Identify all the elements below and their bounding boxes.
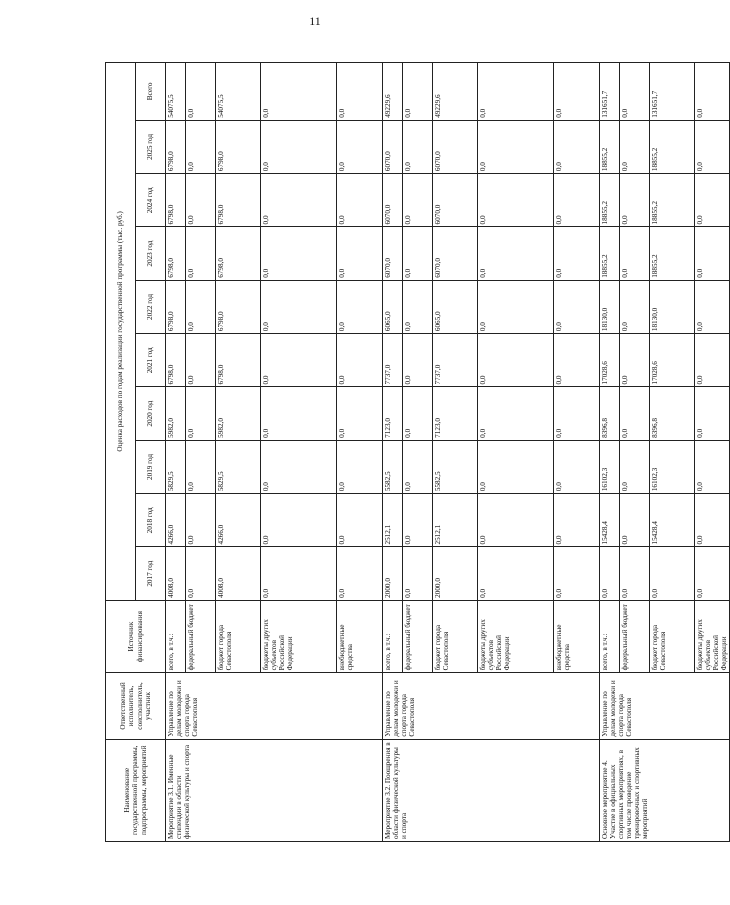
header-year: 2025 год (136, 120, 166, 173)
year-value: 4266,0 (166, 494, 186, 547)
header-estimate: Оценка расходов по годам реализации государственной программы (тыс. руб.) (106, 63, 136, 601)
funding-source: бюджет города Севастополя (650, 600, 695, 673)
year-value: 18855,2 (650, 227, 695, 280)
year-value: 0,0 (261, 547, 337, 600)
year-value: 0,0 (554, 547, 600, 600)
year-value: 0,0 (695, 547, 730, 600)
header-source: Источник финансирования (106, 600, 166, 673)
year-value: 0,0 (337, 334, 383, 387)
year-value: 0,0 (695, 334, 730, 387)
year-value: 0,0 (478, 280, 554, 333)
year-value: 0,0 (261, 227, 337, 280)
funding-source: федеральный бюджет (620, 600, 650, 673)
year-value: 6070,0 (383, 174, 403, 227)
table-body (166, 63, 730, 842)
year-value: 0,0 (695, 440, 730, 493)
rotated-table-container (105, 62, 729, 842)
header-year: 2019 год (136, 440, 166, 493)
year-value: 0,0 (695, 387, 730, 440)
year-value: 0,0 (186, 387, 216, 440)
year-value: 6798,0 (216, 227, 261, 280)
funding-source: бюджеты других субъектов Российской Федерации (261, 600, 337, 673)
year-value: 6070,0 (383, 120, 403, 173)
year-value: 0,0 (337, 227, 383, 280)
header-year: 2017 год (136, 547, 166, 600)
year-value: 5829,5 (216, 440, 261, 493)
year-value: 6070,0 (433, 227, 478, 280)
year-value: 0,0 (337, 120, 383, 173)
year-value: 0,0 (695, 174, 730, 227)
year-value: 6798,0 (216, 280, 261, 333)
funding-source: федеральный бюджет (403, 600, 433, 673)
funding-source: всего, в т.ч.: (166, 600, 186, 673)
header-name: Наименование государственной программы, подпрограммы, мероприятий (106, 739, 166, 841)
year-value: 0,0 (261, 120, 337, 173)
year-value: 4008,0 (216, 547, 261, 600)
responsible-executor: Управление по делам молодежи и спорта города Севастополя (383, 673, 600, 739)
year-value: 0,0 (554, 440, 600, 493)
total-value: 0,0 (261, 63, 337, 121)
year-value: 2000,0 (383, 547, 403, 600)
year-value: 5582,5 (433, 440, 478, 493)
year-value: 0,0 (620, 280, 650, 333)
year-value: 18130,0 (650, 280, 695, 333)
year-value: 0,0 (554, 494, 600, 547)
year-value: 0,0 (620, 440, 650, 493)
year-value: 18855,2 (650, 120, 695, 173)
year-value: 0,0 (186, 440, 216, 493)
header-year: 2023 год (136, 227, 166, 280)
year-value: 0,0 (478, 227, 554, 280)
total-value: 0,0 (554, 63, 600, 121)
year-value: 0,0 (403, 120, 433, 173)
year-value: 5582,5 (383, 440, 403, 493)
year-value: 6798,0 (216, 334, 261, 387)
year-value: 0,0 (620, 387, 650, 440)
responsible-executor: Управление по делам молодежи и спорта города Севастополя (600, 673, 730, 739)
total-value: 54075,5 (166, 63, 186, 121)
year-value: 0,0 (261, 334, 337, 387)
year-value: 0,0 (554, 280, 600, 333)
total-value: 49229,6 (383, 63, 403, 121)
funding-source: бюджет города Севастополя (433, 600, 478, 673)
year-value: 0,0 (403, 440, 433, 493)
year-value: 0,0 (403, 174, 433, 227)
total-value: 0,0 (620, 63, 650, 121)
year-value: 8396,8 (650, 387, 695, 440)
funding-source: всего, в т.ч.: (383, 600, 403, 673)
year-value: 0,0 (620, 334, 650, 387)
funding-source: внебюджетные средства (337, 600, 383, 673)
year-value: 7123,0 (383, 387, 403, 440)
year-value: 0,0 (186, 120, 216, 173)
total-value: 0,0 (695, 63, 730, 121)
year-value: 0,0 (600, 547, 620, 600)
year-value: 0,0 (186, 227, 216, 280)
year-value: 0,0 (261, 174, 337, 227)
year-value: 0,0 (186, 174, 216, 227)
year-value: 0,0 (478, 547, 554, 600)
year-value: 0,0 (695, 227, 730, 280)
year-value: 7737,0 (383, 334, 403, 387)
year-value: 0,0 (403, 334, 433, 387)
funding-source: бюджеты других субъектов Российской Федерации (695, 600, 730, 673)
year-value: 0,0 (261, 280, 337, 333)
total-value: 49229,6 (433, 63, 478, 121)
year-value: 0,0 (403, 227, 433, 280)
year-value: 6070,0 (383, 227, 403, 280)
total-value: 0,0 (337, 63, 383, 121)
year-value: 15428,4 (650, 494, 695, 547)
year-value: 0,0 (554, 334, 600, 387)
year-value: 6798,0 (166, 227, 186, 280)
year-value: 0,0 (337, 494, 383, 547)
year-value: 0,0 (478, 494, 554, 547)
year-value: 0,0 (620, 227, 650, 280)
year-value: 0,0 (186, 280, 216, 333)
year-value: 0,0 (478, 174, 554, 227)
year-value: 0,0 (478, 387, 554, 440)
year-value: 0,0 (337, 440, 383, 493)
year-value: 0,0 (261, 387, 337, 440)
total-value: 0,0 (478, 63, 554, 121)
activity-name: Основное мероприятие 4. Участие в официальных спортивных мероприятиях, в том числе проведение тренировочных и спортивных мероприятий (600, 739, 730, 841)
year-value: 6798,0 (166, 120, 186, 173)
year-value: 0,0 (186, 334, 216, 387)
header-year: Всего (136, 63, 166, 121)
year-value: 0,0 (620, 174, 650, 227)
year-value: 18855,2 (650, 174, 695, 227)
year-value: 0,0 (186, 494, 216, 547)
header-year: 2022 год (136, 280, 166, 333)
funding-source: внебюджетные средства (554, 600, 600, 673)
year-value: 18855,2 (600, 120, 620, 173)
year-value: 0,0 (620, 494, 650, 547)
year-value: 6070,0 (433, 174, 478, 227)
year-value: 0,0 (478, 440, 554, 493)
table-row (600, 63, 620, 842)
year-value: 5982,0 (166, 387, 186, 440)
year-value: 0,0 (554, 227, 600, 280)
total-value: 0,0 (403, 63, 433, 121)
funding-source: всего, в т.ч.: (600, 600, 620, 673)
year-value: 5982,0 (216, 387, 261, 440)
year-value: 6065,0 (433, 280, 478, 333)
year-value: 0,0 (554, 174, 600, 227)
year-value: 6798,0 (166, 174, 186, 227)
year-value: 6798,0 (216, 174, 261, 227)
year-value: 7737,0 (433, 334, 478, 387)
year-value: 15428,4 (600, 494, 620, 547)
year-value: 0,0 (554, 120, 600, 173)
year-value: 0,0 (478, 120, 554, 173)
year-value: 4266,0 (216, 494, 261, 547)
year-value: 5829,5 (166, 440, 186, 493)
table-row (383, 63, 403, 842)
responsible-executor: Управление по делам молодежи и спорта города Севастополя (166, 673, 383, 739)
budget-table (105, 62, 730, 842)
year-value: 17028,6 (600, 334, 620, 387)
year-value: 0,0 (337, 280, 383, 333)
total-value: 0,0 (186, 63, 216, 121)
year-value: 0,0 (403, 280, 433, 333)
year-value: 16102,3 (600, 440, 620, 493)
funding-source: бюджеты других субъектов Российской Федерации (478, 600, 554, 673)
year-value: 0,0 (650, 547, 695, 600)
year-value: 6065,0 (383, 280, 403, 333)
year-value: 6798,0 (216, 120, 261, 173)
year-value: 0,0 (337, 387, 383, 440)
page-number: 11 (309, 14, 321, 28)
funding-source: федеральный бюджет (186, 600, 216, 673)
header-responsible: Ответственный исполнитель, соисполнитель, участник (106, 673, 166, 739)
total-value: 131651,7 (600, 63, 620, 121)
year-value: 2512,1 (433, 494, 478, 547)
header-year: 2018 год (136, 494, 166, 547)
year-value: 7123,0 (433, 387, 478, 440)
year-value: 2000,0 (433, 547, 478, 600)
year-value: 0,0 (186, 547, 216, 600)
year-value: 0,0 (261, 440, 337, 493)
year-value: 18855,2 (600, 174, 620, 227)
year-value: 0,0 (695, 494, 730, 547)
year-value: 0,0 (261, 494, 337, 547)
activity-name: Мероприятие 3.2. Поощрения в области физической культуры и спорта (383, 739, 600, 841)
year-value: 8396,8 (600, 387, 620, 440)
year-value: 17028,6 (650, 334, 695, 387)
funding-source: бюджет города Севастополя (216, 600, 261, 673)
year-value: 0,0 (337, 174, 383, 227)
year-value: 18855,2 (600, 227, 620, 280)
year-value: 2512,1 (383, 494, 403, 547)
year-value: 0,0 (620, 120, 650, 173)
year-value: 0,0 (620, 547, 650, 600)
year-value: 4008,0 (166, 547, 186, 600)
year-value: 6798,0 (166, 334, 186, 387)
header-year: 2024 год (136, 174, 166, 227)
year-value: 0,0 (337, 547, 383, 600)
year-value: 0,0 (403, 387, 433, 440)
activity-name: Мероприятие 3.1. Именные стипендии в области физической культуры и спорта (166, 739, 383, 841)
year-value: 0,0 (403, 494, 433, 547)
year-value: 0,0 (554, 387, 600, 440)
year-value: 0,0 (478, 334, 554, 387)
header-year: 2021 год (136, 334, 166, 387)
year-value: 0,0 (695, 280, 730, 333)
header-year: 2020 год (136, 387, 166, 440)
year-value: 0,0 (403, 547, 433, 600)
year-value: 18130,0 (600, 280, 620, 333)
total-value: 131651,7 (650, 63, 695, 121)
year-value: 6070,0 (433, 120, 478, 173)
year-value: 0,0 (695, 120, 730, 173)
table-row (166, 63, 186, 842)
total-value: 54075,5 (216, 63, 261, 121)
year-value: 16102,3 (650, 440, 695, 493)
year-value: 6798,0 (166, 280, 186, 333)
